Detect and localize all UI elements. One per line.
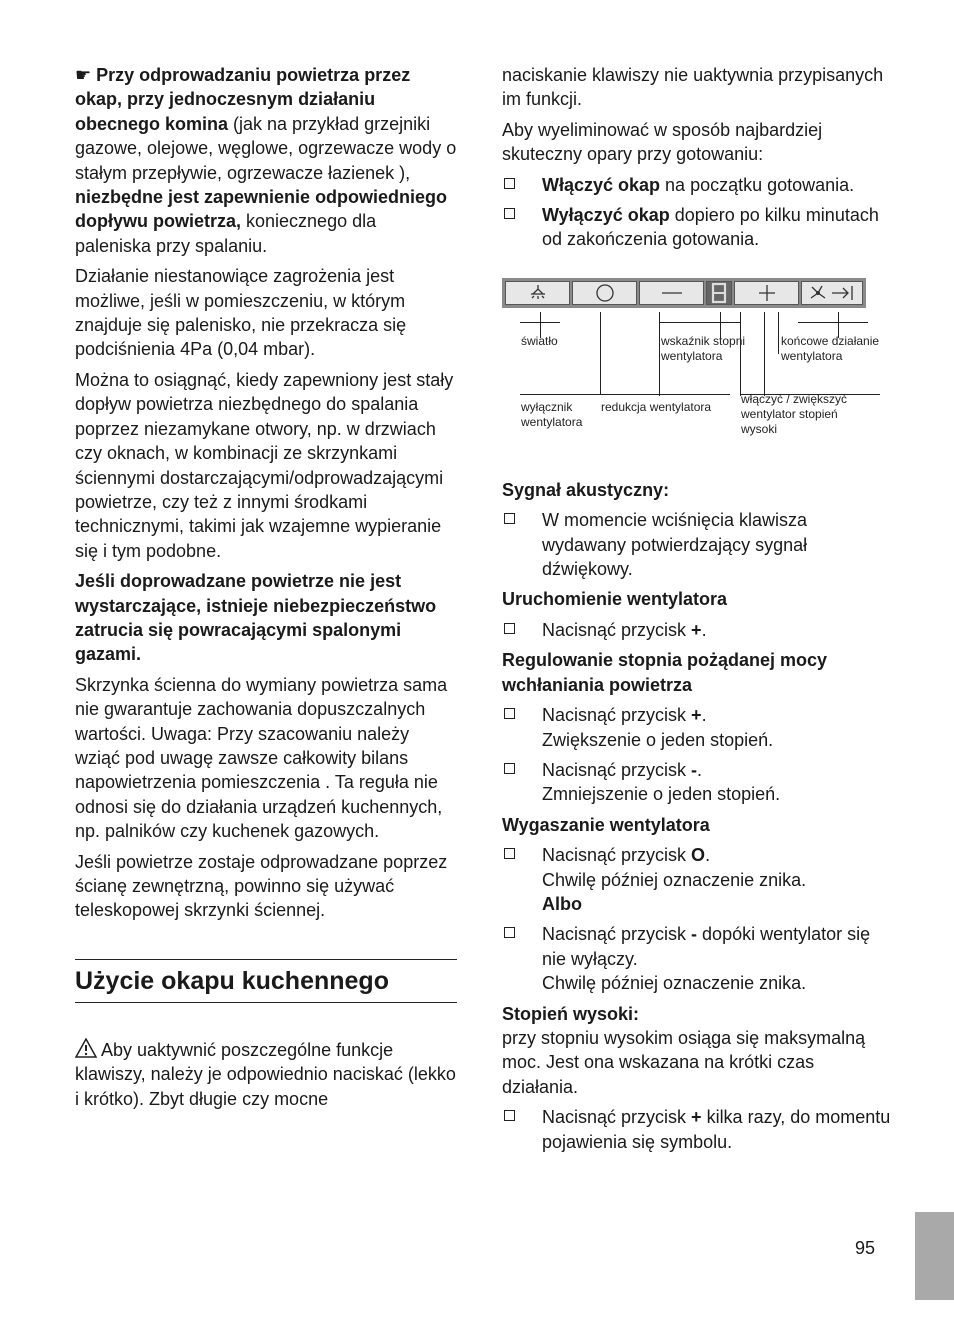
label-fan-increase: włączyć / zwiększyć wentylator stopień wysoki xyxy=(741,391,848,436)
bullet-text: Nacisnąć przycisk xyxy=(542,759,692,780)
list-item xyxy=(502,758,892,807)
bullet-text: Chwilę później oznaczenie znika. xyxy=(542,869,807,890)
albo-text: Albo xyxy=(542,893,582,914)
leader-line xyxy=(659,312,660,396)
checkbox-bullet-icon xyxy=(504,848,515,859)
key-plus: + xyxy=(691,619,702,640)
warning-paragraph xyxy=(75,1038,457,1111)
fan-increase-key[interactable] xyxy=(734,281,799,305)
list-item xyxy=(502,703,892,752)
hint-bold-2: niezbędne jest zapewnienie odpowiedniego dopływu powietrza, xyxy=(75,187,448,232)
heading-signal: Sygnał akustyczny: xyxy=(502,479,670,500)
checkbox-bullet-icon xyxy=(504,513,515,524)
checkbox-bullet-icon xyxy=(504,178,515,189)
bullet-text: Zwiększenie o jeden stopień. xyxy=(542,729,774,750)
bullet-bold: Włączyć okap xyxy=(542,174,661,195)
label-fan-off: wyłącznik wentylatora xyxy=(521,399,583,429)
pointing-hand-icon: ☛ xyxy=(75,65,92,85)
leader-line xyxy=(660,322,740,323)
bullet-text: dopiero po kilku minutach od zakończenia gotowania. xyxy=(542,205,879,250)
heading-regulate: Regulowanie stopnia pożądanej mocy wchłaniania powietrza xyxy=(502,650,828,695)
bullet-text: Nacisnąć przycisk xyxy=(542,845,692,866)
seven-segment-icon xyxy=(710,282,728,304)
key-plus: + xyxy=(691,705,702,726)
bullet-text: dopóki wentylator się nie wyłączy. xyxy=(542,924,871,969)
plus-icon xyxy=(755,282,779,304)
list-item xyxy=(502,843,892,916)
lamp-icon xyxy=(526,282,550,304)
bullet-text: Zmniejszenie o jeden stopień. xyxy=(542,784,781,805)
hint-paragraph xyxy=(75,63,457,258)
fan-level-display xyxy=(706,281,732,305)
list-item xyxy=(502,203,892,252)
circle-o-icon xyxy=(593,282,617,304)
label-fan-indicator: wskaźnik stopni wentylatora xyxy=(661,333,746,363)
section-title: Użycie okapu kuchennego xyxy=(75,959,457,1003)
list-item xyxy=(502,508,892,581)
period: . xyxy=(701,705,707,726)
key-minus: - xyxy=(691,759,698,780)
checkbox-bullet-icon xyxy=(504,763,515,774)
danger-text: Jeśli doprowadzane powietrze nie jest wystarczające, istnieje niebezpieczeństwo zatrucia się powracającymi spalonymi gazami. xyxy=(75,571,437,665)
checkbox-bullet-icon xyxy=(504,1110,515,1121)
leader-line xyxy=(520,394,600,395)
paragraph-continued: naciskanie klawiszy nie uaktywnia przypisanych im funkcji. xyxy=(502,65,884,110)
bullet-text: na początku gotowania. xyxy=(660,174,855,195)
left-column xyxy=(75,63,457,1117)
heading-off: Wygaszanie wentylatora xyxy=(502,814,710,835)
period: . xyxy=(697,759,703,780)
hint-text-1: (jak na przykład grzejniki gazowe, olejowe, węglowe, ogrzewacze wody o stałym przepływie, ogrzewacze łazienek ), xyxy=(75,113,457,183)
leader-line xyxy=(520,322,560,323)
checkbox-bullet-icon xyxy=(504,208,515,219)
label-light: światło xyxy=(521,333,558,348)
key-minus: - xyxy=(691,924,698,945)
bullet-bold: Wyłączyć okap xyxy=(542,205,670,226)
run-on-key[interactable] xyxy=(801,281,863,305)
paragraph-pressure: Działanie niestanowiące zagrożenia jest możliwe, jeśli w pomieszczeniu, w którym znajduje się palenisko, nie przekracza się podciśnienia 4Pa (0,04 mbar). xyxy=(75,266,407,360)
bullet-text: Chwilę później oznaczenie znika. xyxy=(542,973,807,994)
period: . xyxy=(701,619,707,640)
bullet-text: W momencie wciśnięcia klawisza wydawany potwierdzający sygnał dźwiękowy. xyxy=(542,510,808,580)
hint-text-2: koniecznego dla paleniska przy spalaniu. xyxy=(75,211,377,256)
bullet-text: Nacisnąć przycisk xyxy=(542,1107,692,1128)
minus-icon xyxy=(660,282,684,304)
list-item xyxy=(502,922,892,995)
warning-text: Aby uaktywnić poszczególne funkcje klawiszy, należy je odpowiednio naciskać (lekko i krótko). Zbyt długie czy mocne xyxy=(75,1039,456,1109)
checkbox-bullet-icon xyxy=(504,927,515,938)
key-plus: + xyxy=(691,1107,702,1128)
list-item xyxy=(502,618,892,642)
leader-line xyxy=(764,312,765,396)
period: . xyxy=(705,845,711,866)
checkbox-bullet-icon xyxy=(504,708,515,719)
bullet-text: Nacisnąć przycisk xyxy=(542,619,692,640)
list-item xyxy=(502,1105,892,1154)
bullet-text: Nacisnąć przycisk xyxy=(542,705,692,726)
control-panel-diagram xyxy=(502,278,892,468)
page-tab xyxy=(915,1212,954,1300)
fan-reduce-key[interactable] xyxy=(639,281,704,305)
page-number: 95 xyxy=(855,1238,876,1258)
heading-start: Uruchomienie wentylatora xyxy=(502,589,728,610)
hint-bold-1: Przy odprowadzaniu powietrza przez okap, przy jednoczesnym działaniu obecnego komina xyxy=(75,65,411,134)
leader-line xyxy=(600,394,730,395)
label-run-on: końcowe działanie wentylatora xyxy=(781,333,880,363)
bullet-text: kilka razy, do momentu pojawienia się symbolu. xyxy=(542,1107,891,1152)
paragraph-openings: Można to osiągnąć, kiedy zapewniony jest stały dopływ powietrza niezbędnego do spalania poprzez niezamykane otwory, np. w drzwiach czy oknach, w kombinacji ze skrzynkami ściennymi dostarczającymi/odprowadzającymi powietrze, czy też z innymi środkami technicznymi, takimi jak wzajemne wypieranie się i tym podobne. xyxy=(75,369,454,561)
warning-triangle-icon xyxy=(75,1038,99,1058)
paragraph-wall-box: Skrzynka ścienna do wymiany powietrza sama nie gwarantuje zachowania dopuszczalnych wartości. Uwaga: Przy szacowaniu należy wziąć pod uwagę zawsze całkowity bilans napowietrzenia pomieszczenia . Ta reguła nie odnosi się do działania urządzeń kuchennych, np. palników czy kuchenek gazowych. xyxy=(75,674,448,842)
key-o: O xyxy=(691,845,706,866)
leader-line xyxy=(798,322,868,323)
paragraph-telescopic: Jeśli powietrze zostaje odprowadzane poprzez ścianę zewnętrzną, powinno się używać teleskopowej skrzynki ściennej. xyxy=(75,851,448,921)
right-column xyxy=(502,63,892,1160)
list-item xyxy=(502,173,892,197)
paragraph-high: przy stopniu wysokim osiąga się maksymalną moc. Jest ona wskazana na krótki czas działania. xyxy=(502,1027,866,1097)
bullet-text: Nacisnąć przycisk xyxy=(542,924,692,945)
light-key[interactable] xyxy=(505,281,570,305)
leader-line xyxy=(600,312,601,394)
label-fan-reduce: redukcja wentylatora xyxy=(601,399,712,414)
leader-line xyxy=(778,312,779,354)
paragraph-danger xyxy=(75,569,457,667)
heading-high: Stopień wysoki: xyxy=(502,1003,640,1024)
fan-run-on-icon xyxy=(806,282,858,304)
fan-off-key[interactable] xyxy=(572,281,637,305)
paragraph-eliminate: Aby wyeliminować w sposób najbardziej skuteczny opary przy gotowaniu: xyxy=(502,119,823,165)
checkbox-bullet-icon xyxy=(504,623,515,634)
